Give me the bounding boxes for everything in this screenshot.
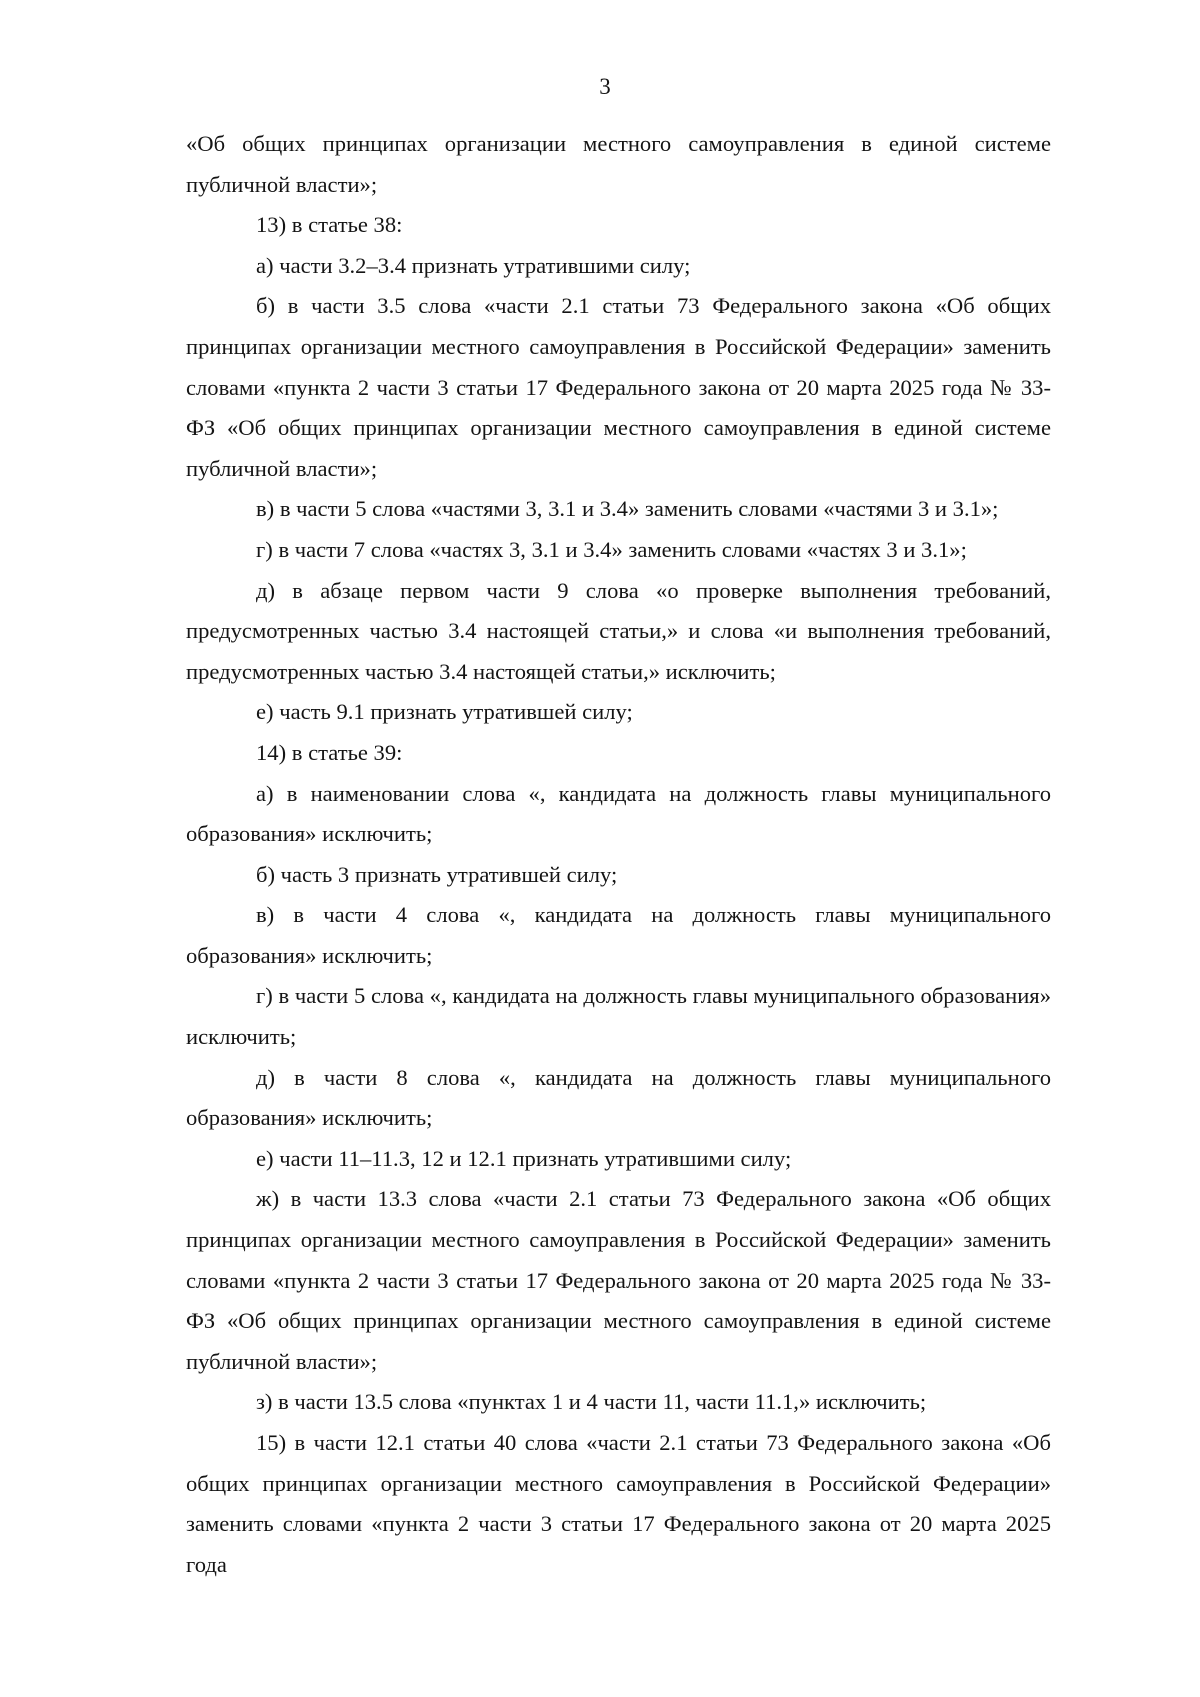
paragraph: г) в части 7 слова «частях 3, 3.1 и 3.4» заменить словами «частях 3 и 3.1»; (256, 536, 967, 562)
paragraph: е) части 11–11.3, 12 и 12.1 признать утратившими силу; (256, 1145, 792, 1171)
document-body (186, 124, 1051, 1585)
paragraph: а) части 3.2–3.4 признать утратившими силу; (256, 252, 691, 278)
page-number: 3 (599, 74, 611, 99)
paragraph: д) в абзаце первом части 9 слова «о проверке выполнения требований, предусмотренных частью 3.4 настоящей статьи,» и слова «и выполнения требований, предусмотренных частью 3.4 настоящей статьи,» исключить; (186, 577, 1051, 684)
paragraph: «Об общих принципах организации местного самоуправления в единой системе публичной власти»; (186, 131, 1051, 197)
paragraph: ж) в части 13.3 слова «части 2.1 статьи 73 Федерального закона «Об общих принципах организации местного самоуправления в Российской Федерации» заменить словами «пункта 2 части 3 статьи 17 Федерального закона от 20 марта 2025 года № 33-ФЗ «Об общих принципах организации местного самоуправления в единой системе публичной власти»; (186, 1186, 1051, 1374)
paragraph: е) часть 9.1 признать утратившей силу; (256, 699, 633, 725)
paragraph: 15) в части 12.1 статьи 40 слова «части 2.1 статьи 73 Федерального закона «Об общих принципах организации местного самоуправления в Российской Федерации» заменить словами «пункта 2 части 3 статьи 17 Федерального закона от 20 марта 2025 года (186, 1430, 1051, 1577)
paragraph: 14) в статье 39: (256, 739, 403, 765)
paragraph: в) в части 4 слова «, кандидата на должность главы муниципального образования» исключить; (186, 902, 1051, 968)
paragraph: в) в части 5 слова «частями 3, 3.1 и 3.4» заменить словами «частями 3 и 3.1»; (256, 496, 999, 522)
paragraph: д) в части 8 слова «, кандидата на должность главы муниципального образования» исключить; (186, 1064, 1051, 1131)
paragraph: г) в части 5 слова «, кандидата на должность главы муниципального образования» исключить; (186, 983, 1051, 1050)
paragraph: б) часть 3 признать утратившей силу; (256, 861, 618, 887)
paragraph: б) в части 3.5 слова «части 2.1 статьи 73 Федерального закона «Об общих принципах организации местного самоуправления в Российской Федерации» заменить словами «пункта 2 части 3 статьи 17 Федерального закона от 20 марта 2025 года № 33-ФЗ «Об общих принципах организации местного самоуправления в единой системе публичной власти»; (186, 293, 1051, 481)
paragraph: а) в наименовании слова «, кандидата на должность главы муниципального образования» исключить; (186, 780, 1051, 847)
paragraph: з) в части 13.5 слова «пунктах 1 и 4 части 11, части 11.1,» исключить; (256, 1389, 927, 1415)
paragraph: 13) в статье 38: (256, 212, 403, 238)
